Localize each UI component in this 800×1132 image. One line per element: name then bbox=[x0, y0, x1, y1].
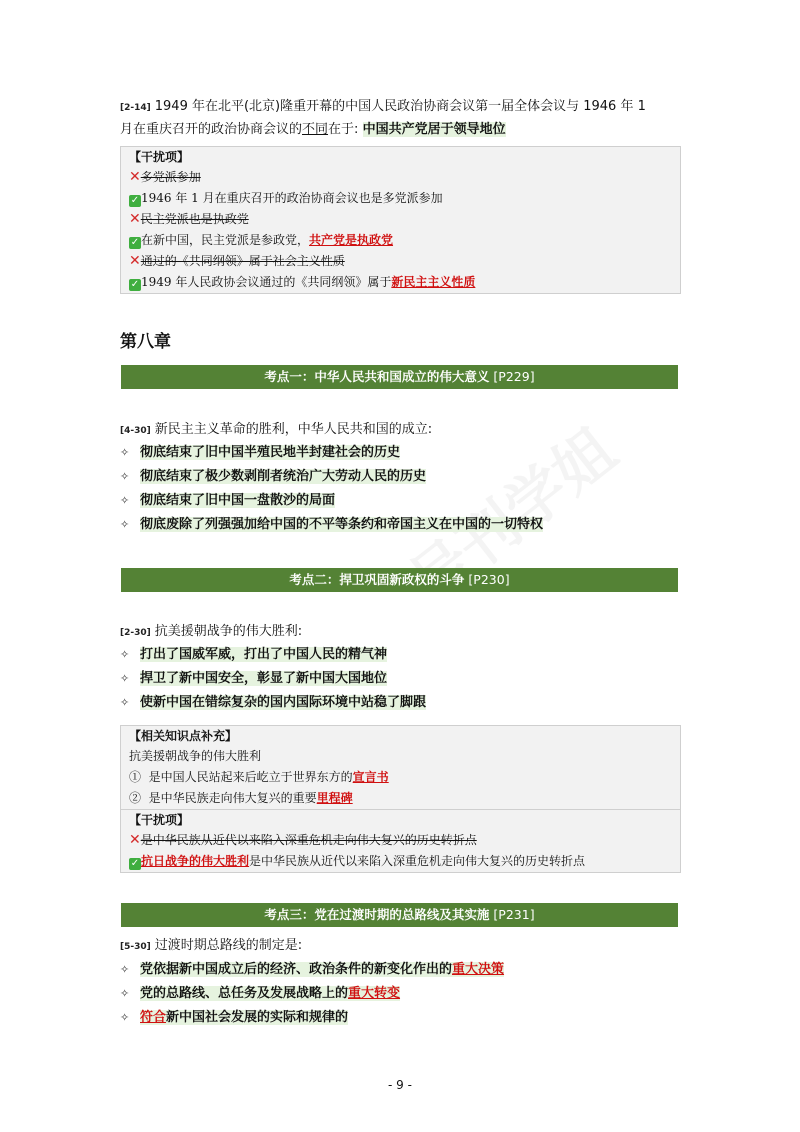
question-4-30 bbox=[120, 419, 680, 442]
wrong-icon: ✕ bbox=[129, 169, 141, 185]
bullet-icon: ✧ bbox=[120, 470, 130, 483]
question-text-end: 在于: bbox=[328, 122, 359, 137]
answer-list bbox=[120, 441, 680, 537]
section-banner-3 bbox=[121, 903, 678, 927]
check-icon: ✓ bbox=[130, 279, 140, 290]
wrong-icon: ✕ bbox=[129, 253, 141, 269]
answer-item: 彻底结束了旧中国一盘散沙的局面 bbox=[140, 493, 336, 508]
question-2-30 bbox=[120, 621, 680, 644]
section-title: 考点二：捍卫巩固新政权的斗争 bbox=[289, 572, 465, 587]
distractor-item: 通过的《共同纲领》属于社会主义性质 bbox=[140, 254, 345, 268]
distractor-item: 多党派参加 bbox=[140, 170, 201, 184]
check-icon: ✓ bbox=[130, 237, 140, 248]
answer-list bbox=[120, 958, 680, 1030]
page-ref: [P229] bbox=[493, 369, 535, 384]
wrong-icon: ✕ bbox=[129, 211, 141, 227]
question-tag: [5-30] bbox=[120, 942, 151, 952]
section-banner-1 bbox=[121, 365, 678, 389]
distractor-box bbox=[120, 146, 681, 294]
bullet-icon: ✧ bbox=[120, 446, 130, 459]
answer-item: 党的总路线、总任务及发展战略上的 bbox=[140, 986, 349, 1001]
emphasis-word: 不同 bbox=[302, 122, 329, 137]
section-title: 考点三：党在过渡时期的总路线及其实施 bbox=[264, 907, 490, 922]
key-phrase: 新民主主义性质 bbox=[391, 275, 476, 289]
supplement-item: 是中华民族走向伟大复兴的重要 bbox=[148, 791, 317, 805]
question-text-cont: 月在重庆召开的政治协商会议的 bbox=[120, 122, 303, 137]
bullet-icon: ✧ bbox=[120, 648, 130, 661]
bullet-icon: ✧ bbox=[120, 987, 130, 1000]
question-tag: [2-14] bbox=[120, 103, 151, 113]
question-text: 抗美援朝战争的伟大胜利: bbox=[154, 624, 303, 639]
answer-item: 彻底结束了极少数剥削者统治广大劳动人民的历史 bbox=[140, 469, 427, 484]
page-ref: [P231] bbox=[493, 907, 535, 922]
question-tag: [2-30] bbox=[120, 628, 151, 638]
distractor-item: 在新中国，民主党派是参政党， bbox=[141, 233, 310, 247]
wrong-icon: ✕ bbox=[129, 832, 141, 848]
supplement-item: 抗美援朝战争的伟大胜利 bbox=[129, 749, 262, 763]
answer-item: 打出了国威军威，打出了中国人民的精气神 bbox=[140, 647, 388, 662]
key-phrase: 共产党是执政党 bbox=[309, 233, 394, 247]
key-phrase: 宣言书 bbox=[352, 770, 389, 784]
distractor-item: 是中华民族从近代以来陷入深重危机走向伟大复兴的历史转折点 bbox=[140, 833, 477, 847]
supplement-box bbox=[120, 725, 681, 873]
question-tag: [4-30] bbox=[120, 426, 151, 436]
answer-item: 新中国社会发展的实际和规律的 bbox=[166, 1010, 349, 1025]
section-title: 考点一：中华人民共和国成立的伟大意义 bbox=[264, 369, 490, 384]
bullet-icon: ✧ bbox=[120, 696, 130, 709]
key-phrase: 抗日战争的伟大胜利 bbox=[141, 854, 250, 868]
answer-item: 彻底结束了旧中国半殖民地半封建社会的历史 bbox=[140, 445, 401, 460]
bullet-icon: ✧ bbox=[120, 518, 130, 531]
distractor-item: 是中华民族从近代以来陷入深重危机走向伟大复兴的历史转折点 bbox=[249, 854, 586, 868]
answer-item: 彻底废除了列强强加给中国的不平等条约和帝国主义在中国的一切特权 bbox=[140, 517, 544, 532]
answer-highlight: 中国共产党居于领导地位 bbox=[362, 122, 506, 137]
question-2-14 bbox=[120, 96, 680, 141]
distractor-item: 1946 年 1 月在重庆召开的政治协商会议也是多党派参加 bbox=[141, 191, 443, 205]
key-phrase: 重大转变 bbox=[348, 986, 401, 1001]
page-number: - 9 - bbox=[388, 1078, 412, 1092]
question-text: 1949 年在北平(北京)隆重开幕的中国人民政治协商会议第一届全体会议与 1946 年 1 bbox=[154, 99, 646, 114]
bullet-icon: ✧ bbox=[120, 963, 130, 976]
supplement-item: 是中国人民站起来后屹立于世界东方的 bbox=[148, 770, 353, 784]
answer-item: 使新中国在错综复杂的国内国际环境中站稳了脚跟 bbox=[140, 695, 427, 710]
number-marker: ① bbox=[129, 770, 142, 784]
check-icon: ✓ bbox=[130, 195, 140, 206]
question-5-30 bbox=[120, 935, 680, 958]
section-banner-2 bbox=[121, 568, 678, 592]
question-text: 过渡时期总路线的制定是: bbox=[154, 938, 303, 953]
box-title: 【干扰项】 bbox=[129, 813, 190, 827]
distractor-item: 民主党派也是执政党 bbox=[140, 212, 249, 226]
distractor-item: 1949 年人民政协会议通过的《共同纲领》属于 bbox=[141, 275, 392, 289]
page-ref: [P230] bbox=[468, 572, 510, 587]
chapter-heading: 第八章 bbox=[120, 332, 171, 352]
key-phrase: 重大决策 bbox=[452, 962, 505, 977]
question-text: 新民主主义革命的胜利，中华人民共和国的成立: bbox=[154, 422, 433, 437]
key-phrase: 符合 bbox=[140, 1010, 167, 1025]
check-icon: ✓ bbox=[130, 858, 140, 869]
answer-item: 捍卫了新中国安全，彰显了新中国大国地位 bbox=[140, 671, 388, 686]
box-title: 【干扰项】 bbox=[129, 150, 190, 164]
box-title: 【相关知识点补充】 bbox=[129, 729, 238, 743]
key-phrase: 里程碑 bbox=[316, 791, 353, 805]
number-marker: ② bbox=[129, 791, 142, 805]
bullet-icon: ✧ bbox=[120, 672, 130, 685]
bullet-icon: ✧ bbox=[120, 494, 130, 507]
answer-item: 党依据新中国成立后的经济、政治条件的新变化作出的 bbox=[140, 962, 453, 977]
bullet-icon: ✧ bbox=[120, 1011, 130, 1024]
answer-list bbox=[120, 643, 680, 715]
